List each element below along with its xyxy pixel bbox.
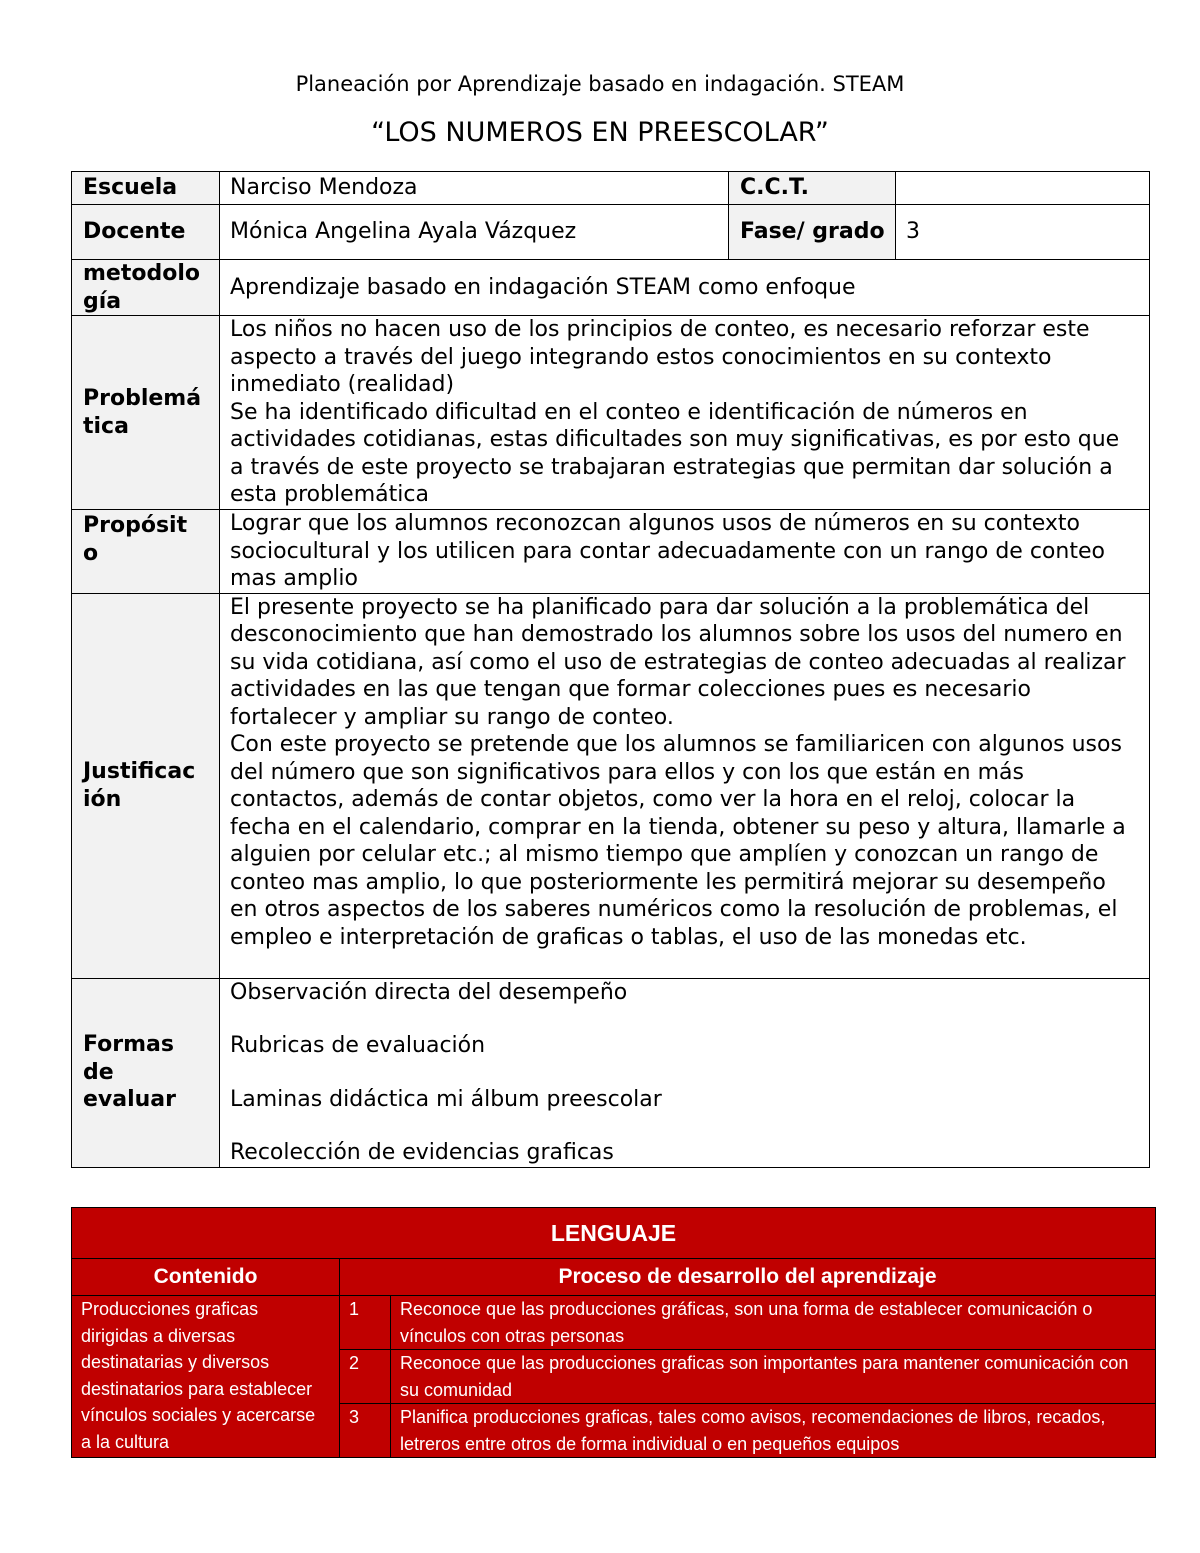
evaluar-item: Recolección de evidencias graficas — [230, 1140, 614, 1165]
problematica-paragraph: Se ha identificado dificultad en el conteo e identificación de números en actividades cotidianas, estas dificultades son muy significativas, es por esto que a través de este proyecto se trabajaran estrategias que permitan dar solución a esta problemática — [230, 399, 1120, 507]
metodologia-label: metodolo gía — [72, 260, 220, 316]
escuela-value: Narciso Mendoza — [220, 172, 729, 205]
planning-table — [71, 171, 1150, 1168]
proceso-header: Proceso de desarrollo del aprendizaje — [340, 1259, 1156, 1296]
lenguaje-title: LENGUAJE — [72, 1208, 1156, 1259]
problematica-paragraph: Los niños no hacen uso de los principios de conteo, es necesario reforzar este aspecto a través del juego integrando estos conocimientos en su contexto inmediato (realidad) — [230, 317, 1090, 397]
cct-label: C.C.T. — [729, 172, 896, 205]
problematica-value — [220, 316, 1150, 510]
contenido-header: Contenido — [72, 1259, 340, 1296]
evaluar-label: Formas de evaluar — [72, 978, 220, 1167]
fase-label: Fase/ grado — [729, 205, 896, 260]
evaluar-item: Laminas didáctica mi álbum preescolar — [230, 1086, 662, 1112]
document-subtitle: Planeación por Aprendizaje basado en indagación. STEAM — [295, 72, 905, 96]
proceso-number: 2 — [340, 1350, 391, 1404]
evaluar-value — [220, 978, 1150, 1167]
contenido-text: Producciones graficas dirigidas a diversas destinatarias y diversos destinatarios para establecer vínculos sociales y acercarse a la cultura — [72, 1296, 340, 1458]
cct-value — [896, 172, 1150, 205]
proposito-label: Propósit o — [72, 510, 220, 594]
docente-label: Docente — [72, 205, 220, 260]
fase-value: 3 — [896, 205, 1150, 260]
justificacion-paragraph: Con este proyecto se pretende que los alumnos se familiaricen con algunos usos del número que son significativos para ellos y con los que están en más contactos, además de contar objetos, como ver la hora en el reloj, colocar la fecha en el calendario, comprar en la tienda, obtener su peso y altura, llamarle a alguien por celular etc.; al mismo tiempo que amplíen y conozcan un rango de conteo mas amplio, lo que posteriormente les permitirá mejorar su desempeño en otros aspectos de los saberes numéricos como la resolución de problemas, el empleo e interpretación de graficas o tablas, el uso de las monedas etc. — [230, 732, 1126, 950]
proceso-number: 1 — [340, 1296, 391, 1350]
metodologia-value: Aprendizaje basado en indagación STEAM como enfoque — [220, 260, 1150, 316]
proceso-text: Reconoce que las producciones gráficas, son una forma de establecer comunicación o vínculos con otras personas — [391, 1296, 1156, 1350]
docente-value: Mónica Angelina Ayala Vázquez — [220, 205, 729, 260]
problematica-label: Problemá tica — [72, 316, 220, 510]
escuela-label: Escuela — [72, 172, 220, 205]
justificacion-paragraph: El presente proyecto se ha planificado para dar solución a la problemática del desconocimiento que han demostrado los alumnos sobre los usos del numero en su vida cotidiana, así como el uso de estrategias de conteo adecuadas al realizar actividades en las que tengan que formar colecciones pues es necesario fortalecer y ampliar su rango de conteo. — [230, 594, 1126, 730]
justificacion-value — [220, 593, 1150, 978]
proceso-text: Reconoce que las producciones graficas son importantes para mantener comunicación con su comunidad — [391, 1350, 1156, 1404]
evaluar-item: Rubricas de evaluación — [230, 1033, 486, 1058]
evaluar-item: Observación directa del desempeño — [230, 979, 628, 1005]
document-title: “LOS NUMEROS EN PREESCOLAR” — [371, 117, 829, 148]
proceso-number: 3 — [340, 1404, 391, 1458]
proposito-value: Lograr que los alumnos reconozcan algunos usos de números en su contexto sociocultural y los utilicen para contar adecuadamente con un rango de conteo mas amplio — [220, 510, 1150, 594]
lenguaje-table — [71, 1207, 1156, 1458]
proceso-text: Planifica producciones graficas, tales como avisos, recomendaciones de libros, recados, letreros entre otros de forma individual o en pequeños equipos — [391, 1404, 1156, 1458]
justificacion-label: Justificac ión — [72, 593, 220, 978]
